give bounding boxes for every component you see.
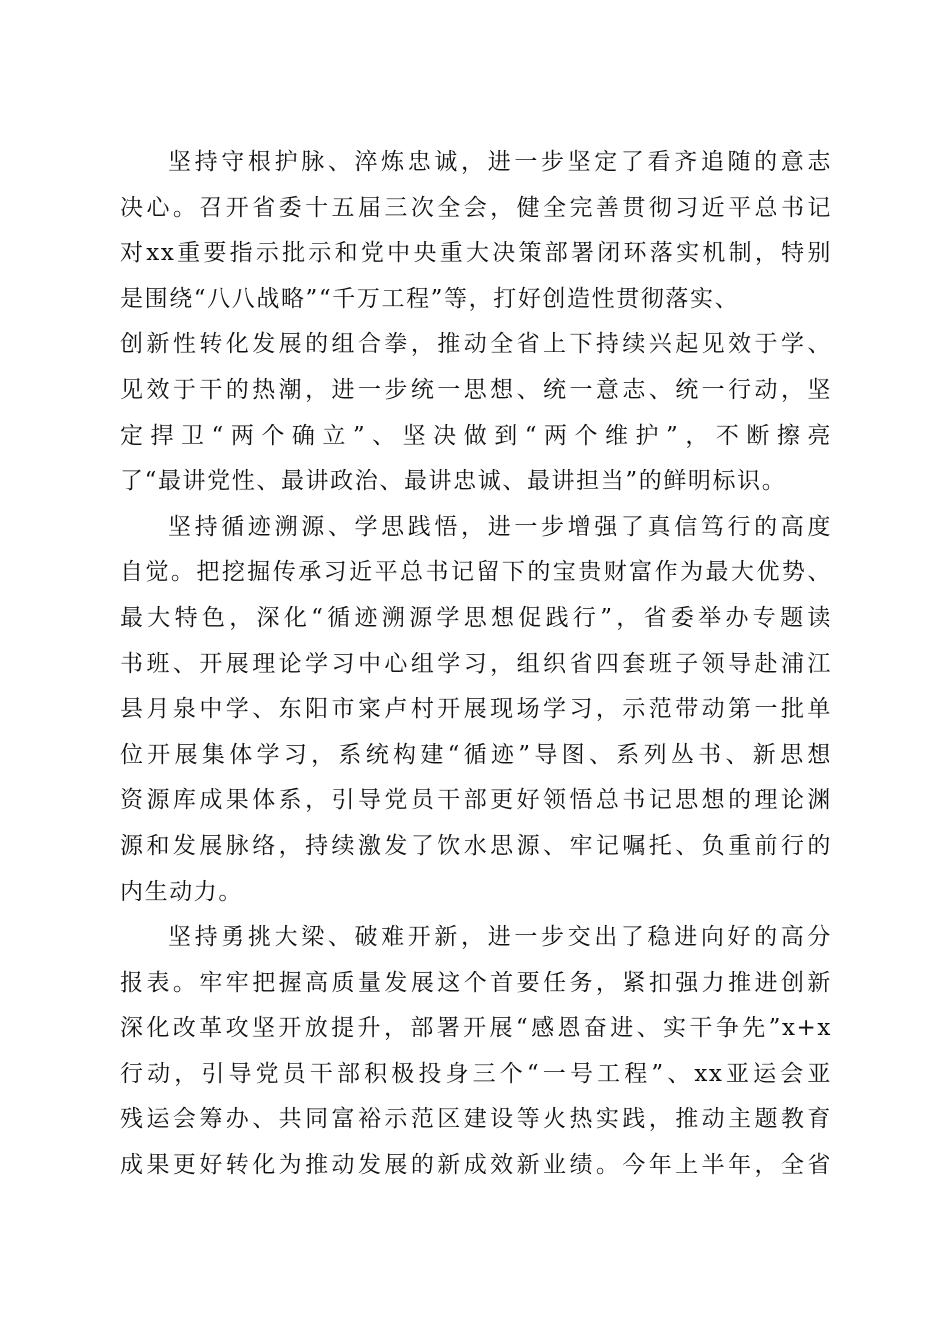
text-line: 定捍卫“两个确立”、坚决做到“两个维护”，不断擦亮 — [120, 422, 832, 449]
text-line: 源和发展脉络，持续激发了饮水思源、牢记嘱托、负重前行的 — [120, 832, 832, 859]
text-line: 坚持守根护脉、淬炼忠诚，进一步坚定了看齐追随的意志 — [168, 149, 832, 175]
text-line: 最大特色，深化“循迹溯源学思想促践行”，省委举办专题读 — [120, 604, 832, 631]
text-line: 创新性转化发展的组合拳，推动全省上下持续兴起见效于学、 — [120, 331, 832, 358]
document-body — [120, 140, 832, 1189]
text-line: 报表。牢牢把握高质量发展这个首要任务，紧扣强力推进创新 — [120, 969, 832, 996]
text-line: 坚持循迹溯源、学思践悟，进一步增强了真信笃行的高度 — [168, 513, 832, 540]
text-line: 行动，引导党员干部积极投身三个“一号工程”、xx亚运会亚 — [120, 1060, 832, 1087]
paragraph-3 — [120, 915, 832, 1189]
text-line: 是围绕“八八战略”“千万工程”等，打好创造性贯彻落实、 — [120, 285, 740, 312]
text-line: 位开展集体学习，系统构建“循迹”导图、系列丛书、新思想 — [120, 741, 832, 768]
text-line: 决心。召开省委十五届三次全会，健全完善贯彻习近平总书记 — [120, 194, 832, 221]
paragraph-1 — [120, 140, 832, 505]
text-line: 见效于干的热潮，进一步统一思想、统一意志、统一行动，坚 — [120, 376, 832, 403]
text-line: 自觉。把挖掘传承习近平总书记留下的宝贵财富作为最大优势、 — [120, 559, 832, 586]
text-line: 对xx重要指示批示和党中央重大决策部署闭环落实机制，特别 — [120, 240, 832, 267]
text-line: 书班、开展理论学习中心组学习，组织省四套班子领导赴浦江 — [120, 650, 832, 677]
text-line: 深化改革攻坚开放提升，部署开展“感恩奋进、实干争先”x+x — [120, 1015, 832, 1042]
text-line: 坚持勇挑大梁、破难开新，进一步交出了稳进向好的高分 — [168, 924, 832, 951]
text-line: 资源库成果体系，引导党员干部更好领悟总书记思想的理论渊 — [120, 787, 832, 814]
text-line: 了“最讲党性、最讲政治、最讲忠诚、最讲担当”的鲜明标识。 — [120, 468, 787, 495]
text-line: 残运会筹办、共同富裕示范区建设等火热实践，推动主题教育 — [120, 1106, 832, 1133]
text-line: 成果更好转化为推动发展的新成效新业绩。今年上半年，全省 — [120, 1152, 832, 1179]
paragraph-2 — [120, 505, 832, 915]
text-line: 县月泉中学、东阳市寀卢村开展现场学习，示范带动第一批单 — [120, 696, 832, 723]
text-line: 内生动力。 — [120, 878, 243, 905]
